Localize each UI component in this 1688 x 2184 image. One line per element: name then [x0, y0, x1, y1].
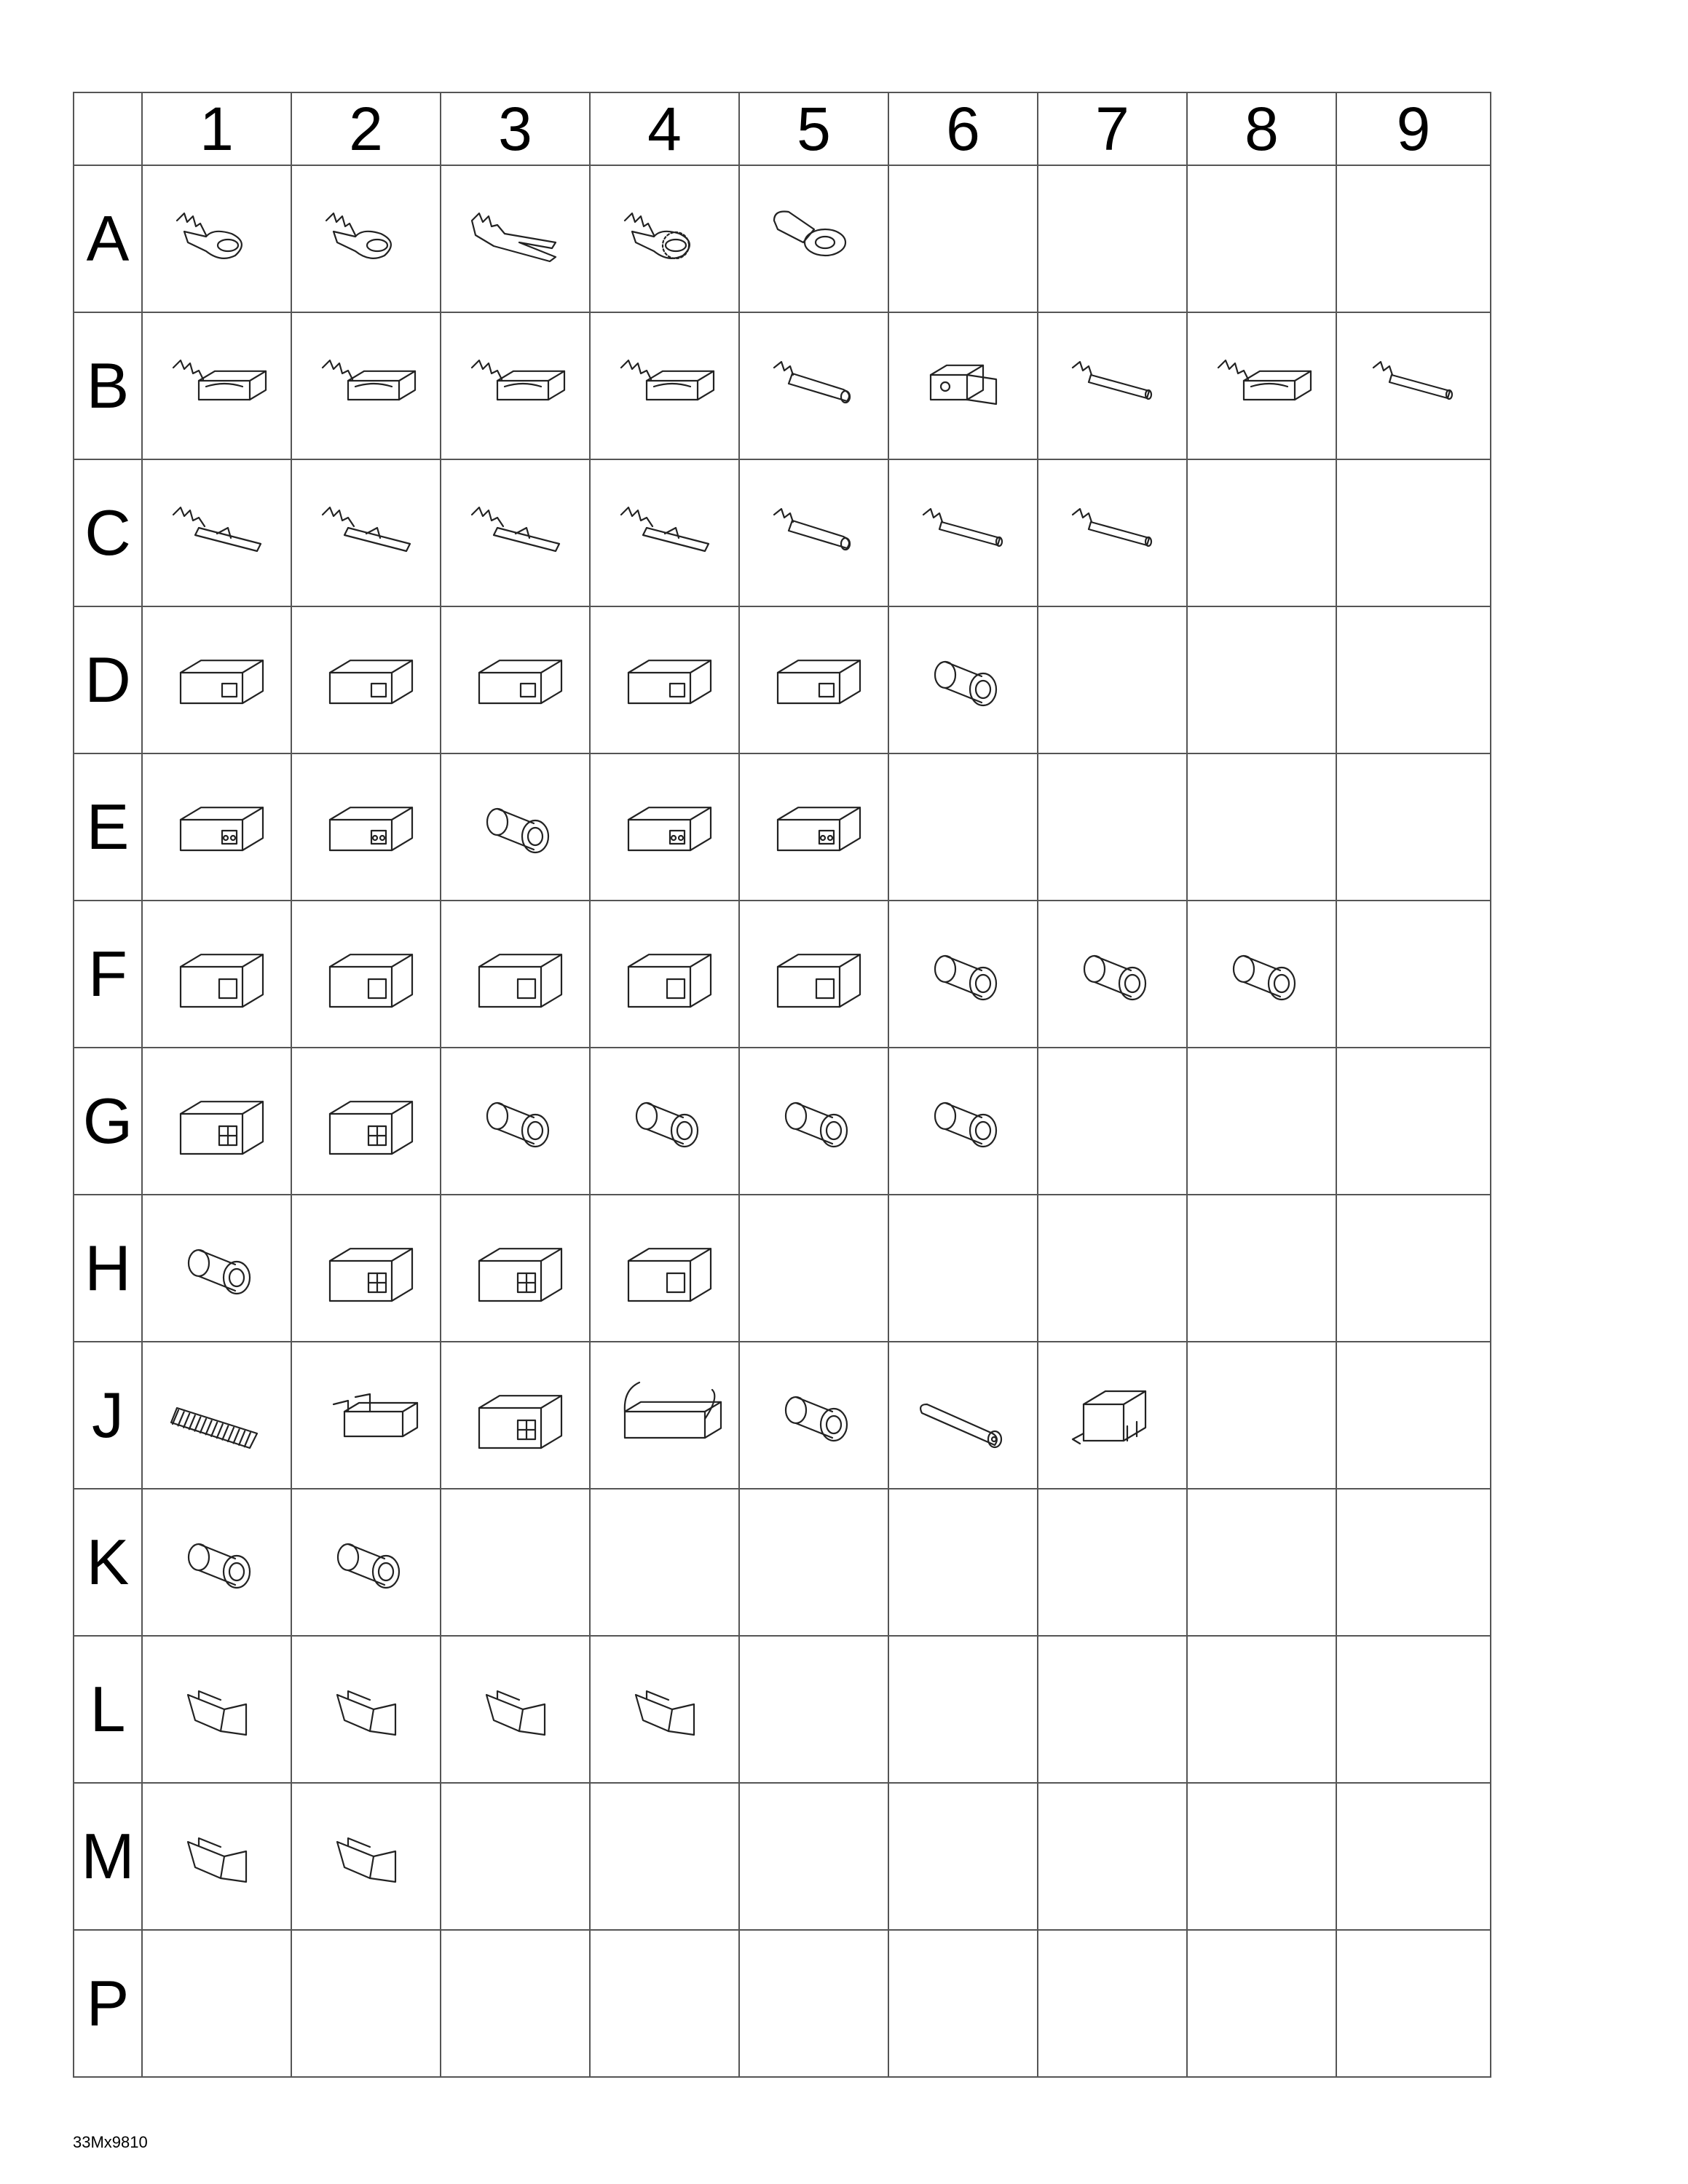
relay-icon: [1038, 1368, 1186, 1463]
grid-cell: [441, 1636, 590, 1783]
grid-cell: [1336, 1048, 1491, 1195]
grid-row: [74, 1342, 1491, 1489]
grid-cell: [291, 901, 441, 1048]
bullet-socket-terminal-icon: [740, 339, 888, 433]
grid-cell: [1038, 1636, 1187, 1783]
grid-cell: [590, 459, 739, 606]
pin-terminal-icon: [1337, 339, 1490, 433]
grid-cell: [1187, 901, 1336, 1048]
grid-cell: [1187, 1636, 1336, 1783]
grid-cell: [291, 1342, 441, 1489]
four-way-sealed-connector-icon: [889, 1074, 1037, 1168]
grid-cell: [888, 165, 1038, 312]
three-way-triangle-housing-icon: [591, 1221, 738, 1315]
grid-cell: [739, 1636, 888, 1783]
grid-cell: [441, 312, 590, 459]
grid-cell: [888, 1783, 1038, 1930]
grid-cell: [1038, 753, 1187, 901]
wedge-lock-icon: [591, 1662, 738, 1757]
grid-cell: [888, 1930, 1038, 2077]
three-pin-seal-connector-icon: [1038, 927, 1186, 1021]
bulb-socket-icon: [740, 1368, 888, 1463]
row-header: L: [74, 1636, 142, 1783]
multi-pin-housing-icon: [292, 1221, 440, 1315]
male-blade-terminal-icon: [143, 486, 291, 580]
female-spade-terminal-icon: [143, 339, 291, 433]
grid-cell: [441, 606, 590, 753]
bullet-terminal-icon: [740, 486, 888, 580]
grid-cell: [739, 459, 888, 606]
grid-cell: [1038, 459, 1187, 606]
connector-grid: [73, 92, 1491, 2078]
grid-cell: [1187, 1195, 1336, 1342]
row-header: G: [74, 1048, 142, 1195]
grid-cell: [291, 1489, 441, 1636]
grid-cell: [590, 606, 739, 753]
grid-cell: [888, 606, 1038, 753]
grid-row: [74, 1783, 1491, 1930]
grid-cell: [888, 1048, 1038, 1195]
grid-cell: [590, 1636, 739, 1783]
male-blade-terminal-icon: [441, 486, 589, 580]
ring-terminal-icon: [292, 191, 440, 286]
grid-cell: [739, 753, 888, 901]
grid-cell: [1336, 1489, 1491, 1636]
grid-cell: [1038, 312, 1187, 459]
grid-row: [74, 459, 1491, 606]
row-header: H: [74, 1195, 142, 1342]
grid-cell: [441, 901, 590, 1048]
grid-cell: [1187, 165, 1336, 312]
column-header: 1: [142, 92, 291, 165]
cable-clip-icon: [143, 1809, 291, 1904]
grid-cell: [1336, 165, 1491, 312]
two-pin-connector-icon: [740, 780, 888, 874]
single-housing-icon: [292, 633, 440, 727]
grid-cell: [888, 1195, 1038, 1342]
grid-cell: [142, 1930, 291, 2077]
female-tab-terminal-icon: [441, 339, 589, 433]
column-header: 8: [1187, 92, 1336, 165]
grid-row: [74, 1636, 1491, 1783]
grid-cell: [1336, 1195, 1491, 1342]
grid-cell: [1187, 312, 1336, 459]
single-housing-icon: [441, 633, 589, 727]
grid-cell: [441, 1930, 590, 2077]
column-header: 6: [888, 92, 1038, 165]
female-spade-terminal-icon: [591, 339, 738, 433]
grid-cell: [1038, 1783, 1187, 1930]
grid-cell: [142, 1489, 291, 1636]
three-way-housing-icon: [143, 927, 291, 1021]
grid-cell: [1336, 1783, 1491, 1930]
row-header: E: [74, 753, 142, 901]
pin-terminal-icon: [889, 486, 1037, 580]
multi-way-housing-icon: [441, 1368, 589, 1463]
grid-cell: [1187, 459, 1336, 606]
three-way-housing-icon: [591, 927, 738, 1021]
grid-cell: [1038, 1195, 1187, 1342]
long-blade-terminal-icon: [591, 486, 738, 580]
round-socket-connector-icon: [1188, 927, 1336, 1021]
grid-cell: [1336, 753, 1491, 901]
corner-cell: [74, 92, 142, 165]
two-way-sealed-connector-icon: [441, 780, 589, 874]
male-blade-terminal-icon: [292, 486, 440, 580]
grid-cell: [1336, 1930, 1491, 2077]
grid-cell: [291, 1048, 441, 1195]
grid-cell: [441, 1195, 590, 1342]
multi-pin-connector-with-seals-icon: [143, 1221, 291, 1315]
box-socket-terminal-icon: [1188, 339, 1336, 433]
grid-cell: [142, 606, 291, 753]
grid-cell: [590, 1783, 739, 1930]
fuse-holder-icon: [292, 1368, 440, 1463]
grid-cell: [590, 901, 739, 1048]
two-way-connector-with-seals-icon: [591, 1074, 738, 1168]
grid-cell: [1187, 1783, 1336, 1930]
spade-terminal-icon: [441, 191, 589, 286]
grid-cell: [291, 459, 441, 606]
grid-cell: [1038, 606, 1187, 753]
ring-terminal-icon: [143, 191, 291, 286]
wedge-lock-icon: [143, 1662, 291, 1757]
grid-cell: [1187, 1342, 1336, 1489]
grid-cell: [739, 312, 888, 459]
grid-cell: [1336, 312, 1491, 459]
star-washer-ring-terminal-icon: [591, 191, 738, 286]
grid-cell: [1038, 1342, 1187, 1489]
grid-cell: [739, 165, 888, 312]
grid-row: [74, 1048, 1491, 1195]
grid-row: [74, 312, 1491, 459]
wired-housing-icon: [591, 1368, 738, 1463]
grid-cell: [1187, 1048, 1336, 1195]
grid-row: [74, 165, 1491, 312]
column-header: 3: [441, 92, 590, 165]
grid-row: [74, 1489, 1491, 1636]
grid-row: [74, 753, 1491, 901]
column-header: 4: [590, 92, 739, 165]
grid-cell: [441, 1048, 590, 1195]
insulated-ring-terminal-icon: [740, 191, 888, 286]
three-way-housing-icon: [441, 927, 589, 1021]
row-header: M: [74, 1783, 142, 1930]
grid-cell: [291, 1195, 441, 1342]
header-row: [74, 92, 1491, 165]
grid-cell: [739, 1342, 888, 1489]
grid-cell: [142, 1048, 291, 1195]
grid-cell: [739, 1930, 888, 2077]
wedge-lock-icon: [441, 1662, 589, 1757]
corrugated-sleeve-icon: [143, 1368, 291, 1463]
grid-row: [74, 606, 1491, 753]
four-way-housing-icon: [292, 1074, 440, 1168]
grid-cell: [590, 312, 739, 459]
cable-clip-icon: [292, 1809, 440, 1904]
grid-cell: [739, 1489, 888, 1636]
grid-cell: [590, 1048, 739, 1195]
two-pin-connector-icon: [591, 780, 738, 874]
row-header: B: [74, 312, 142, 459]
single-housing-icon: [143, 633, 291, 727]
seal-grommet-icon: [143, 1515, 291, 1610]
column-header: 2: [291, 92, 441, 165]
grid-cell: [739, 1195, 888, 1342]
grid-cell: [590, 1195, 739, 1342]
grid-cell: [1038, 1048, 1187, 1195]
single-housing-icon: [591, 633, 738, 727]
grid-cell: [1038, 1930, 1187, 2077]
row-header: A: [74, 165, 142, 312]
grid-cell: [888, 1342, 1038, 1489]
grid-cell: [142, 165, 291, 312]
flag-terminal-icon: [889, 339, 1037, 433]
grid-cell: [1336, 459, 1491, 606]
grid-cell: [142, 753, 291, 901]
grid-cell: [291, 1783, 441, 1930]
grid-cell: [888, 1636, 1038, 1783]
grid-cell: [888, 1489, 1038, 1636]
grid-cell: [1187, 606, 1336, 753]
grid-body: [74, 165, 1491, 2077]
connector-table: [73, 92, 1491, 2078]
grid-cell: [1187, 753, 1336, 901]
grid-row: [74, 1195, 1491, 1342]
grid-cell: [291, 606, 441, 753]
three-way-housing-icon: [740, 927, 888, 1021]
grid-cell: [291, 1930, 441, 2077]
grid-cell: [739, 901, 888, 1048]
two-way-housing-icon: [143, 780, 291, 874]
figure-reference-code: 33Mx9810: [73, 2133, 148, 2151]
grid-cell: [142, 1783, 291, 1930]
column-header: 9: [1336, 92, 1491, 165]
grid-cell: [291, 165, 441, 312]
four-way-round-connector-icon: [740, 1074, 888, 1168]
grid-cell: [1336, 901, 1491, 1048]
three-way-sealed-connector-icon: [889, 927, 1037, 1021]
cylinder-plug-icon: [889, 1368, 1037, 1463]
grid-cell: [1187, 1489, 1336, 1636]
grid-cell: [590, 165, 739, 312]
grid-cell: [1038, 1489, 1187, 1636]
grid-cell: [441, 1489, 590, 1636]
row-header: F: [74, 901, 142, 1048]
grid-cell: [1038, 165, 1187, 312]
grid-cell: [142, 459, 291, 606]
grid-cell: [1336, 606, 1491, 753]
grid-cell: [888, 753, 1038, 901]
grid-cell: [441, 165, 590, 312]
grid-cell: [739, 1783, 888, 1930]
single-housing-icon: [740, 633, 888, 727]
two-way-connector-with-seal-icon: [441, 1074, 589, 1168]
female-spade-terminal-icon: [292, 339, 440, 433]
grid-cell: [888, 312, 1038, 459]
grid-cell: [590, 1489, 739, 1636]
grid-cell: [441, 1342, 590, 1489]
long-pin-terminal-icon: [1038, 486, 1186, 580]
grid-cell: [142, 901, 291, 1048]
grid-row: [74, 1930, 1491, 2077]
plug-seal-icon: [292, 1515, 440, 1610]
grid-cell: [142, 1195, 291, 1342]
row-header: P: [74, 1930, 142, 2077]
three-way-housing-icon: [292, 927, 440, 1021]
round-connector-icon: [889, 633, 1037, 727]
column-header: 7: [1038, 92, 1187, 165]
two-way-housing-icon: [292, 780, 440, 874]
column-header: 5: [739, 92, 888, 165]
four-way-housing-icon: [143, 1074, 291, 1168]
grid-cell: [142, 1636, 291, 1783]
grid-cell: [1336, 1342, 1491, 1489]
pin-socket-terminal-icon: [1038, 339, 1186, 433]
grid-cell: [441, 753, 590, 901]
row-header: C: [74, 459, 142, 606]
grid-cell: [441, 459, 590, 606]
row-header: J: [74, 1342, 142, 1489]
grid-cell: [142, 1342, 291, 1489]
locking-clip-icon: [292, 1662, 440, 1757]
grid-cell: [1187, 1930, 1336, 2077]
row-header: D: [74, 606, 142, 753]
row-header: K: [74, 1489, 142, 1636]
grid-cell: [590, 753, 739, 901]
six-way-housing-icon: [441, 1221, 589, 1315]
grid-row: [74, 901, 1491, 1048]
grid-cell: [291, 1636, 441, 1783]
grid-cell: [1336, 1636, 1491, 1783]
grid-cell: [739, 1048, 888, 1195]
grid-cell: [888, 459, 1038, 606]
grid-cell: [291, 312, 441, 459]
grid-cell: [441, 1783, 590, 1930]
grid-cell: [291, 753, 441, 901]
grid-cell: [1038, 901, 1187, 1048]
grid-cell: [590, 1930, 739, 2077]
grid-cell: [590, 1342, 739, 1489]
grid-cell: [739, 606, 888, 753]
grid-cell: [888, 901, 1038, 1048]
grid-cell: [142, 312, 291, 459]
